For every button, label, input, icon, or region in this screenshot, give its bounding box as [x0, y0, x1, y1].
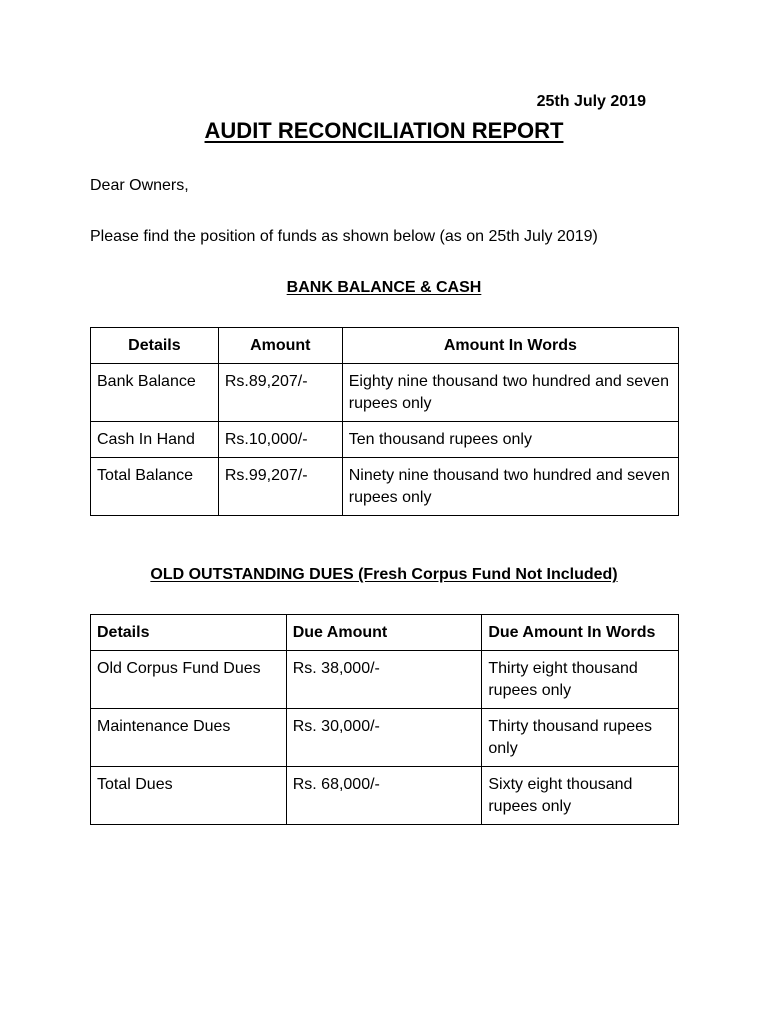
bank-section-heading: BANK BALANCE & CASH — [286, 279, 482, 296]
cell-due-amount: Rs. 68,000/- — [286, 767, 482, 825]
cell-details: Total Balance — [91, 458, 219, 516]
table-row — [91, 767, 679, 825]
cell-due-amount-in-words: Sixty eight thousand rupees only — [482, 767, 679, 825]
cell-details: Bank Balance — [91, 364, 219, 422]
intro-paragraph: Please find the position of funds as shown below (as on 25th July 2019) — [90, 228, 598, 245]
table-header-row — [91, 615, 679, 651]
cell-details: Total Dues — [91, 767, 287, 825]
cell-amount: Rs.10,000/- — [218, 422, 342, 458]
column-header-due-amount: Due Amount — [286, 615, 482, 651]
cell-amount-in-words: Eighty nine thousand two hundred and seven rupees only — [342, 364, 678, 422]
salutation: Dear Owners, — [90, 177, 189, 194]
table-row — [91, 458, 679, 516]
table-row — [91, 651, 679, 709]
cell-details: Cash In Hand — [91, 422, 219, 458]
table-header-row — [91, 328, 679, 364]
table-row — [91, 422, 679, 458]
outstanding-dues-table — [90, 614, 679, 825]
cell-due-amount: Rs. 38,000/- — [286, 651, 482, 709]
bank-balance-table — [90, 327, 679, 516]
table-row — [91, 364, 679, 422]
cell-due-amount: Rs. 30,000/- — [286, 709, 482, 767]
column-header-amount: Amount — [218, 328, 342, 364]
report-title: AUDIT RECONCILIATION REPORT — [204, 118, 564, 143]
dues-section-heading: OLD OUTSTANDING DUES (Fresh Corpus Fund Not Included) — [150, 566, 618, 583]
report-date: 25th July 2019 — [536, 93, 646, 110]
cell-details: Old Corpus Fund Dues — [91, 651, 287, 709]
cell-amount-in-words: Ten thousand rupees only — [342, 422, 678, 458]
cell-due-amount-in-words: Thirty eight thousand rupees only — [482, 651, 679, 709]
cell-amount-in-words: Ninety nine thousand two hundred and seven rupees only — [342, 458, 678, 516]
column-header-amount-in-words: Amount In Words — [342, 328, 678, 364]
cell-amount: Rs.99,207/- — [218, 458, 342, 516]
column-header-due-amount-in-words: Due Amount In Words — [482, 615, 679, 651]
cell-due-amount-in-words: Thirty thousand rupees only — [482, 709, 679, 767]
cell-details: Maintenance Dues — [91, 709, 287, 767]
table-row — [91, 709, 679, 767]
column-header-details: Details — [91, 328, 219, 364]
column-header-details: Details — [91, 615, 287, 651]
cell-amount: Rs.89,207/- — [218, 364, 342, 422]
